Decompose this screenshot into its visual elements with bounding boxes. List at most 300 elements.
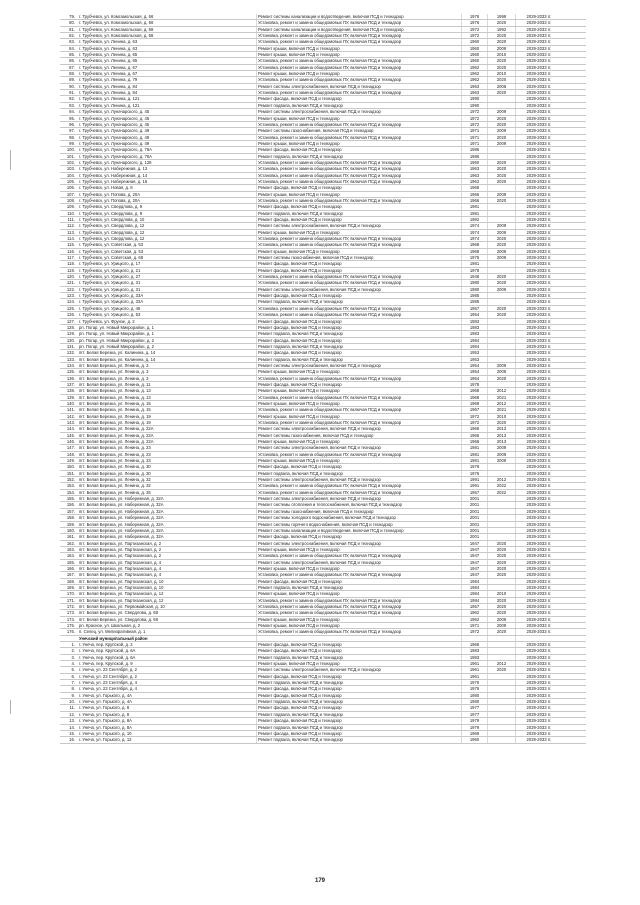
last-repair-year-cell <box>488 534 516 539</box>
planned-period-cell: 2029-2033 гг. <box>526 90 552 96</box>
address-cell: г. Трубчевск, ул. Комсомольская, д. 58 <box>78 33 257 38</box>
year-built-cell: 1972 <box>462 116 488 121</box>
last-repair-year-cell: 2020 <box>488 541 516 546</box>
year-built-cell: 1947 <box>462 572 488 577</box>
last-repair-year-cell: 1999 <box>488 14 516 19</box>
planned-period-cell: 2029-2033 гг. <box>526 255 552 261</box>
row-number: 101. <box>66 153 75 159</box>
work-type-cell: Установка, ремонт и замена общедомовых ПУ, включая ПСД и технадзор <box>257 274 462 279</box>
planned-period-cell: 2029-2033 гг. <box>526 312 552 318</box>
last-repair-year-cell: 2020 <box>488 166 516 171</box>
year-built-cell: 1982 <box>462 217 488 222</box>
year-built-cell: 1962 <box>462 179 488 184</box>
row-number: 106. <box>66 185 75 191</box>
planned-period-cell: 2029-2033 гг. <box>526 680 552 686</box>
year-built-cell: 1972 <box>462 420 488 425</box>
last-repair-year-cell: 2010 <box>488 414 516 419</box>
planned-period-cell: 2029-2033 гг. <box>526 534 552 540</box>
year-built-cell: 1979 <box>462 718 488 723</box>
address-cell: пгт. Белая Березка, ул. Ленина, д. 23 <box>78 445 257 450</box>
address-cell: рп. Красное, ул. Школьная, д. 2 <box>78 623 257 628</box>
work-type-cell: Установка, ремонт и замена общедомовых ПУ, включая ПСД и технадзор <box>257 598 462 603</box>
work-type-cell: Ремонт системы электроснабжения, включая ПСД и технадзор <box>257 541 462 546</box>
work-type-cell: Ремонт системы канализации и водоотведения, включая ПСД и технадзор <box>257 14 462 19</box>
row-number: 103. <box>66 166 75 172</box>
planned-period-cell <box>516 636 562 641</box>
planned-period-cell: 2029-2033 гг. <box>526 318 552 324</box>
row-number: 6. <box>71 673 75 679</box>
last-repair-year-cell <box>488 515 516 520</box>
work-type-cell: Ремонт фасада, включая ПСД и технадзор <box>257 382 462 387</box>
last-repair-year-cell <box>488 496 516 501</box>
planned-period-cell: 2029-2033 гг. <box>526 210 552 216</box>
address-cell: пгт. Белая Березка, ул. Свердлова, д. 68 <box>78 610 257 615</box>
address-cell: г. Трубчевск, ул. Луначарского, д. 45 <box>78 109 257 114</box>
last-repair-year-cell <box>488 319 516 324</box>
year-built-cell: 1983 <box>462 648 488 653</box>
last-repair-year-cell: 2020 <box>488 598 516 603</box>
planned-period-cell: 2029-2033 гг. <box>526 420 552 425</box>
address-cell: г. Трубчевск, ул. Советская, д. 53 <box>78 249 257 254</box>
row-number: 86. <box>69 58 75 64</box>
row-number: 124. <box>66 299 75 305</box>
row-number: 121. <box>66 280 75 286</box>
address-cell: пгт. Белая Березка, ул. Набережная, д. 32А <box>78 509 257 514</box>
year-built-cell: 1972 <box>462 27 488 32</box>
row-number: 90. <box>69 83 75 89</box>
year-built-cell: 1978 <box>462 382 488 387</box>
planned-period-cell: 2029-2033 гг. <box>526 14 552 19</box>
work-type-cell: Ремонт крыши, включая ПСД и технадзор <box>257 566 462 571</box>
work-type-cell: Установка, ремонт и замена общедомовых ПУ, включая ПСД и технадзор <box>257 312 462 317</box>
year-built-cell: 1947 <box>462 547 488 552</box>
last-repair-year-cell: 2020 <box>488 553 516 558</box>
work-type-cell: Ремонт системы газоснабжения, включая ПСД и технадзор <box>257 433 462 438</box>
work-type-cell: Ремонт системы канализации и водоотведения, включая ПСД и технадзор <box>257 27 462 32</box>
work-type-cell: Ремонт подвала, включая ПСД и технадзор <box>257 585 462 590</box>
last-repair-year-cell: 2009 <box>488 128 516 133</box>
row-number: 139. <box>66 394 75 400</box>
address-cell: пгт. Белая Березка, ул. Партизанская, д. 2 <box>78 541 257 546</box>
last-repair-year-cell: 2020 <box>488 77 516 82</box>
row-number: 98. <box>69 134 75 140</box>
work-type-cell: Установка, ремонт и замена общедомовых ПУ, включая ПСД и технадзор <box>257 90 462 95</box>
work-type-cell: Ремонт фасада, включая ПСД и технадзор <box>257 534 462 539</box>
year-built-cell: 1984 <box>462 344 488 349</box>
address-cell: г. Трубчевск, ул. Ленина, д. 121 <box>78 103 257 108</box>
planned-period-cell: 2029-2033 гг. <box>526 159 552 165</box>
row-number: 92. <box>69 96 75 102</box>
row-number: 145. <box>66 432 75 438</box>
year-built-cell: 1980 <box>462 693 488 698</box>
address-cell: пгт. Белая Березка, ул. Калинина, д. 14 <box>78 357 257 362</box>
row-number: 151. <box>66 470 75 476</box>
row-number: 100. <box>66 147 75 153</box>
work-type-cell: Ремонт фасада, включая ПСД и технадзор <box>257 350 462 355</box>
address-cell: г. Унеча, ул. Горького, д. 8А <box>78 725 257 730</box>
row-number: 14. <box>69 724 75 730</box>
last-repair-year-cell <box>488 268 516 273</box>
row-number: 112. <box>67 223 75 229</box>
planned-period-cell: 2029-2033 гг. <box>526 458 552 464</box>
address-cell: г. Трубчевск, ул. Луначарского, д. 49 <box>78 128 257 133</box>
last-repair-year-cell: 2020 <box>488 420 516 425</box>
planned-period-cell: 2029-2033 гг. <box>526 261 552 267</box>
work-type-cell: Ремонт фасада, включая ПСД и технадзор <box>257 579 462 584</box>
planned-period-cell: 2029-2033 гг. <box>526 77 552 83</box>
last-repair-year-cell: 2012 <box>488 477 516 482</box>
planned-period-cell: 2029-2033 гг. <box>526 464 552 470</box>
planned-period-cell: 2029-2033 гг. <box>526 267 552 273</box>
planned-period-cell: 2029-2033 гг. <box>526 58 552 64</box>
last-repair-year-cell: 2020 <box>488 610 516 615</box>
last-repair-year-cell: 2009 <box>488 623 516 628</box>
work-type-cell: Установка, ремонт и замена общедомовых ПУ, включая ПСД и технадзор <box>257 452 462 457</box>
address-cell: г. Трубчевск, ул. Урицкого, д. 31 <box>78 287 257 292</box>
planned-period-cell: 2029-2033 гг. <box>526 572 552 578</box>
row-number: 10. <box>69 699 75 705</box>
planned-period-cell: 2029-2033 гг. <box>526 730 552 736</box>
work-type-cell: Установка, ремонт и замена общедомовых ПУ, включая ПСД и технадзор <box>257 20 462 25</box>
planned-period-cell: 2029-2033 гг. <box>526 20 552 26</box>
address-cell: пгт. Белая Березка, ул. Ленина, д. 15 <box>78 401 257 406</box>
row-number: 134. <box>66 362 75 368</box>
address-cell: пгт. Белая Березка, ул. Набережная, д. 32А <box>78 502 257 507</box>
address-cell: г. Трубчевск, ул. Ленина, д. 67 <box>78 71 257 76</box>
work-type-cell: Ремонт фасада, включая ПСД и технадзор <box>257 96 462 101</box>
planned-period-cell: 2029-2033 гг. <box>526 45 552 51</box>
planned-period-cell: 2029-2033 гг. <box>526 553 552 559</box>
work-type-cell: Ремонт системы электроснабжения, включая ПСД и технадзор <box>257 84 462 89</box>
planned-period-cell: 2029-2033 гг. <box>526 439 552 445</box>
work-type-cell: Ремонт крыши, включая ПСД и технадзор <box>257 141 462 146</box>
last-repair-year-cell <box>488 648 516 653</box>
work-type-cell: Ремонт крыши, включая ПСД и технадзор <box>257 192 462 197</box>
row-number: 166. <box>66 565 75 571</box>
work-type-cell: Ремонт системы электроснабжения, включая ПСД и технадзор <box>257 667 462 672</box>
address-cell: г. Трубчевск, ул. Попова, д. 20А <box>78 198 257 203</box>
last-repair-year-cell: 2020 <box>488 667 516 672</box>
last-repair-year-cell: 2009 <box>488 363 516 368</box>
work-type-cell: Установка, ремонт и замена общедомовых ПУ, включая ПСД и технадзор <box>257 236 462 241</box>
work-type-cell: Ремонт фасада, включая ПСД и технадзор <box>257 338 462 343</box>
address-cell: г. Унеча, ул. Горького, д. 8А <box>78 718 257 723</box>
year-built-cell: 1974 <box>462 230 488 235</box>
planned-period-cell: 2029-2033 гг. <box>526 661 552 667</box>
planned-period-cell: 2029-2033 гг. <box>526 191 552 197</box>
last-repair-year-cell <box>488 299 516 304</box>
planned-period-cell: 2029-2033 гг. <box>526 153 552 159</box>
planned-period-cell: 2029-2033 гг. <box>526 381 552 387</box>
row-number: 119. <box>67 267 75 273</box>
last-repair-year-cell: 2020 <box>488 39 516 44</box>
year-built-cell: 1946 <box>462 274 488 279</box>
address-cell: г. Трубчевск, ул. Ленина, д. 65 <box>78 58 257 63</box>
planned-period-cell: 2029-2033 гг. <box>526 705 552 711</box>
year-built-cell: 1962 <box>462 610 488 615</box>
planned-period-cell: 2029-2033 гг. <box>526 642 552 648</box>
work-type-cell: Ремонт крыши, включая ПСД и технадзор <box>257 458 462 463</box>
last-repair-year-cell: 2013 <box>488 439 516 444</box>
planned-period-cell: 2029-2033 гг. <box>526 197 552 203</box>
year-built-cell: 2001 <box>462 522 488 527</box>
work-type-cell: Ремонт фасада, включая ПСД и технадзор <box>257 185 462 190</box>
row-number: 85. <box>69 52 75 58</box>
address-cell: пгт. Белая Березка, ул. Партизанская, д. 12 <box>78 591 257 596</box>
row-number: 110. <box>67 210 75 216</box>
planned-period-cell: 2029-2033 гг. <box>526 629 552 635</box>
row-number: 159. <box>66 521 75 527</box>
work-type-cell: Установка, ремонт и замена общедомовых ПУ, включая ПСД и технадзор <box>257 179 462 184</box>
last-repair-year-cell <box>488 674 516 679</box>
work-type-cell: Ремонт системы газоснабжения, включая ПСД и технадзор <box>257 255 462 260</box>
address-cell: г. Трубчевск, ул. Свердлова, д. 12 <box>78 223 257 228</box>
row-number: 146. <box>66 439 75 445</box>
address-cell: пгт. Белая Березка, ул. Первомайская, д. 10 <box>78 604 257 609</box>
year-built-cell: 1984 <box>462 591 488 596</box>
year-built-cell: 1975 <box>462 255 488 260</box>
year-built-cell: 1947 <box>462 541 488 546</box>
address-cell: г. Трубчевск, ул. Комсомольская, д. 58 <box>78 27 257 32</box>
margin-mark <box>10 150 11 170</box>
year-built-cell: 1986 <box>462 154 488 159</box>
year-built-cell: 1960 <box>462 46 488 51</box>
last-repair-year-cell: 2020 <box>488 560 516 565</box>
work-type-cell: Ремонт подвала, включая ПСД и технадзор <box>257 154 462 159</box>
table-row <box>60 737 586 743</box>
last-repair-year-cell: 2009 <box>488 192 516 197</box>
last-repair-year-cell: 2020 <box>488 135 516 140</box>
work-type-cell: Ремонт фасада, включая ПСД и технадзор <box>257 693 462 698</box>
last-repair-year-cell: 2020 <box>488 20 516 25</box>
work-type-cell: Установка, ремонт и замена общедомовых ПУ, включая ПСД и технадзор <box>257 160 462 165</box>
work-type-cell: Установка, ремонт и замена общедомовых ПУ, включая ПСД и технадзор <box>257 376 462 381</box>
last-repair-year-cell: 2020 <box>488 90 516 95</box>
row-number: 168. <box>66 578 75 584</box>
address-cell: г. Трубчевск, ул. Луначарского, д. 128 <box>78 160 257 165</box>
row-number: 96. <box>69 121 75 127</box>
address-cell: г. Трубчевск, ул. Набережная, д. 13 <box>78 166 257 171</box>
address-cell: г. Трубчевск, ул. Ленина, д. 63 <box>78 46 257 51</box>
year-built-cell: 1972 <box>462 629 488 634</box>
year-built-cell: 1981 <box>462 452 488 457</box>
year-built-cell: 1968 <box>462 395 488 400</box>
row-number: 160. <box>66 527 75 533</box>
address-cell: пгт. Белая Березка, ул. Ленина, д. 3 <box>78 376 257 381</box>
last-repair-year-cell <box>488 579 516 584</box>
last-repair-year-cell <box>488 737 516 742</box>
last-repair-year-cell <box>488 147 516 152</box>
page-number: 179 <box>314 878 325 884</box>
year-built-cell: 1976 <box>462 20 488 25</box>
work-type-cell: Ремонт крыши, включая ПСД и технадзор <box>257 116 462 121</box>
address-cell: г. Трубчевск, ул. Набережная, д. 14 <box>78 173 257 178</box>
planned-period-cell: 2029-2033 гг. <box>526 559 552 565</box>
address-cell: г. Унеча, ул. 23 Сентября, д. 2 <box>78 674 257 679</box>
work-type-cell: Установка, ремонт и замена общедомовых ПУ, включая ПСД и технадзор <box>257 420 462 425</box>
year-built-cell: 1981 <box>462 211 488 216</box>
address-cell: г. Трубчевск, ул. Свердлова, д. 12 <box>78 236 257 241</box>
planned-period-cell: 2029-2033 гг. <box>526 603 552 609</box>
row-number: 155. <box>66 496 75 502</box>
row-number: 137. <box>66 381 75 387</box>
row-number: 4. <box>71 661 75 667</box>
row-number: 111. <box>67 217 75 222</box>
row-number: 161. <box>66 534 75 540</box>
work-type-cell: Ремонт системы электроснабжения, включая ПСД и технадзор <box>257 477 462 482</box>
row-number: 125. <box>66 305 75 311</box>
last-repair-year-cell: 2009 <box>488 452 516 457</box>
last-repair-year-cell: 2020 <box>488 572 516 577</box>
planned-period-cell: 2029-2033 гг. <box>526 540 552 546</box>
work-type-cell: Ремонт подвала, включая ПСД и технадзор <box>257 211 462 216</box>
work-type-cell: Ремонт системы электроснабжения, включая ПСД и технадзор <box>257 426 462 431</box>
last-repair-year-cell: 2009 <box>488 249 516 254</box>
year-built-cell: 1960 <box>462 160 488 165</box>
row-number: 163. <box>66 546 75 552</box>
address-cell: пгт. Белая Березка, ул. Ленина, д. 30 <box>78 464 257 469</box>
planned-period-cell: 2029-2033 гг. <box>526 597 552 603</box>
address-cell: г. Унеча, ул. Горького, д. 4А <box>78 693 257 698</box>
work-type-cell: Установка, ремонт и замена общедомовых ПУ, включая ПСД и технадзор <box>257 306 462 311</box>
row-number: 171. <box>66 597 75 603</box>
planned-period-cell: 2029-2033 гг. <box>526 39 552 45</box>
last-repair-year-cell <box>488 344 516 349</box>
row-number: 8. <box>71 686 75 692</box>
address-cell: г. Трубчевск, ул. Новая, д. 8 <box>78 185 257 190</box>
row-number: 132. <box>66 350 75 356</box>
row-number: 12. <box>69 711 75 717</box>
planned-period-cell: 2029-2033 гг. <box>526 407 552 413</box>
address-cell: пгт. Белая Березка, ул. Свердлова, д. 68 <box>78 617 257 622</box>
year-built-cell: 1966 <box>462 642 488 647</box>
last-repair-year-cell <box>488 154 516 159</box>
work-type-cell: Ремонт крыши, включая ПСД и технадзор <box>257 46 462 51</box>
year-built-cell: 1976 <box>462 471 488 476</box>
address-cell: пгт. Белая Березка, ул. Ленина, д. 15 <box>78 407 257 412</box>
year-built-cell: 1981 <box>462 261 488 266</box>
address-cell: пгт. Белая Березка, ул. Партизанская, д. 4 <box>78 566 257 571</box>
address-cell: г. Трубчевск, ул. Ленина, д. 121 <box>78 96 257 101</box>
year-built-cell: 2001 <box>462 534 488 539</box>
year-built-cell: 1984 <box>462 598 488 603</box>
row-number: 97. <box>69 128 75 134</box>
last-repair-year-cell: 2020 <box>488 122 516 127</box>
last-repair-year-cell: 2008 <box>488 84 516 89</box>
planned-period-cell: 2029-2033 гг. <box>526 33 552 39</box>
address-cell: пгт. Белая Березка, ул. Ленина, д. 22А <box>78 439 257 444</box>
planned-period-cell: 2029-2033 гг. <box>526 699 552 705</box>
address-cell: г. Трубчевск, ул. Ленина, д. 65 <box>78 52 257 57</box>
address-cell: пгт. Белая Березка, ул. Ленина, д. 19 <box>78 414 257 419</box>
year-built-cell: 1963 <box>462 173 488 178</box>
planned-period-cell: 2029-2033 гг. <box>526 673 552 679</box>
address-cell: г. Трубчевск, ул. Комсомольская, д. 56 <box>78 14 257 19</box>
last-repair-year-cell <box>488 642 516 647</box>
last-repair-year-cell <box>488 464 516 469</box>
last-repair-year-cell <box>488 261 516 266</box>
address-cell: г. Трубчевск, ул. Ленина, д. 84 <box>78 84 257 89</box>
row-number: 88. <box>69 71 75 77</box>
work-type-cell: Установка, ремонт и замена общедомовых ПУ, включая ПСД и технадзор <box>257 610 462 615</box>
row-number: 122. <box>66 286 75 292</box>
row-number: 131. <box>66 343 75 349</box>
last-repair-year-cell: 2009 <box>488 223 516 228</box>
work-type-cell: Ремонт фасада, включая ПСД и технадзор <box>257 464 462 469</box>
row-number: 108. <box>66 197 75 203</box>
year-built-cell: 1954 <box>462 363 488 368</box>
last-repair-year-cell <box>488 103 516 108</box>
planned-period-cell: 2029-2033 гг. <box>526 400 552 406</box>
address-cell: пгт. Белая Березка, ул. Партизанская, д. 2 <box>78 547 257 552</box>
row-number: 152. <box>66 477 75 483</box>
year-built-cell: 1983 <box>462 331 488 336</box>
year-built-cell: 2001 <box>462 496 488 501</box>
address-cell: г. Трубчевск, ул. Луначарского, д. 45 <box>78 122 257 127</box>
year-built-cell: 1986 <box>462 147 488 152</box>
address-cell: г. Трубчевск, ул. Набережная, д. 16 <box>78 179 257 184</box>
last-repair-year-cell: 2020 <box>488 566 516 571</box>
address-cell: г. Унеча, ул. 23 Сентября, д. 2 <box>78 667 257 672</box>
last-repair-year-cell <box>488 718 516 723</box>
planned-period-cell: 2029-2033 гг. <box>526 343 552 349</box>
planned-period-cell: 2029-2033 гг. <box>526 667 552 673</box>
last-repair-year-cell: 2020 <box>488 198 516 203</box>
row-number: 114. <box>67 236 75 242</box>
last-repair-year-cell <box>488 338 516 343</box>
planned-period-cell: 2029-2033 гг. <box>526 489 552 495</box>
address-cell: пгт. Белая Березка, ул. Ленина, д. 26 <box>78 490 257 495</box>
address-cell: г. Трубчевск, ул. Ленина, д. 84 <box>78 90 257 95</box>
work-type-cell: Установка, ремонт и замена общедомовых ПУ, включая ПСД и технадзор <box>257 483 462 488</box>
planned-period-cell: 2029-2033 гг. <box>526 280 552 286</box>
row-number: 5. <box>71 667 75 673</box>
address-cell: г. Трубчевск, ул. Урицкого, д. 53 <box>78 312 257 317</box>
address-cell: г. Трубчевск, ул. Луначарского, д. 49 <box>78 135 257 140</box>
year-built-cell: 1974 <box>462 236 488 241</box>
planned-period-cell: 2029-2033 гг. <box>526 375 552 381</box>
address-cell: г. Трубчевск, ул. Советская, д. 53 <box>78 242 257 247</box>
row-number: 91. <box>69 90 75 96</box>
last-repair-year-cell: 2009 <box>488 458 516 463</box>
row-number: 82. <box>69 33 75 39</box>
address-cell: пгт. Белая Березка, ул. Ленина, д. 23 <box>78 458 257 463</box>
planned-period-cell: 2029-2033 гг. <box>526 584 552 590</box>
address-cell: пгт. Белая Березка, ул. Набережная, д. 32А <box>78 496 257 501</box>
year-built-cell: 1957 <box>462 306 488 311</box>
row-number: 89. <box>69 77 75 83</box>
last-repair-year-cell <box>488 731 516 736</box>
row-number: 16. <box>69 737 75 743</box>
row-number: 128. <box>66 324 75 330</box>
work-type-cell: Установка, ремонт и замена общедомовых ПУ, включая ПСД и технадзор <box>257 395 462 400</box>
year-built-cell: 2001 <box>462 502 488 507</box>
year-built-cell: 1962 <box>462 71 488 76</box>
last-repair-year-cell: 2020 <box>488 116 516 121</box>
address-cell: г. Унеча, ул. Горького, д. 8 <box>78 705 257 710</box>
planned-period-cell: 2029-2033 гг. <box>526 711 552 717</box>
work-type-cell: Ремонт крыши, включая ПСД и технадзор <box>257 439 462 444</box>
row-number: 126. <box>66 312 75 318</box>
work-type-cell: Установка, ремонт и замена общедомовых ПУ, включая ПСД и технадзор <box>257 490 462 495</box>
planned-period-cell: 2029-2033 гг. <box>526 451 552 457</box>
planned-period-cell: 2029-2033 гг. <box>526 546 552 552</box>
year-built-cell: 1963 <box>462 90 488 95</box>
row-number: 148. <box>66 451 75 457</box>
work-type-cell: Ремонт системы горячего водоснабжения, включая ПСД и технадзор <box>257 522 462 527</box>
address-cell: г. Унеча, пер. Крупской, д. 6А <box>78 655 257 660</box>
year-built-cell: 1969 <box>462 401 488 406</box>
